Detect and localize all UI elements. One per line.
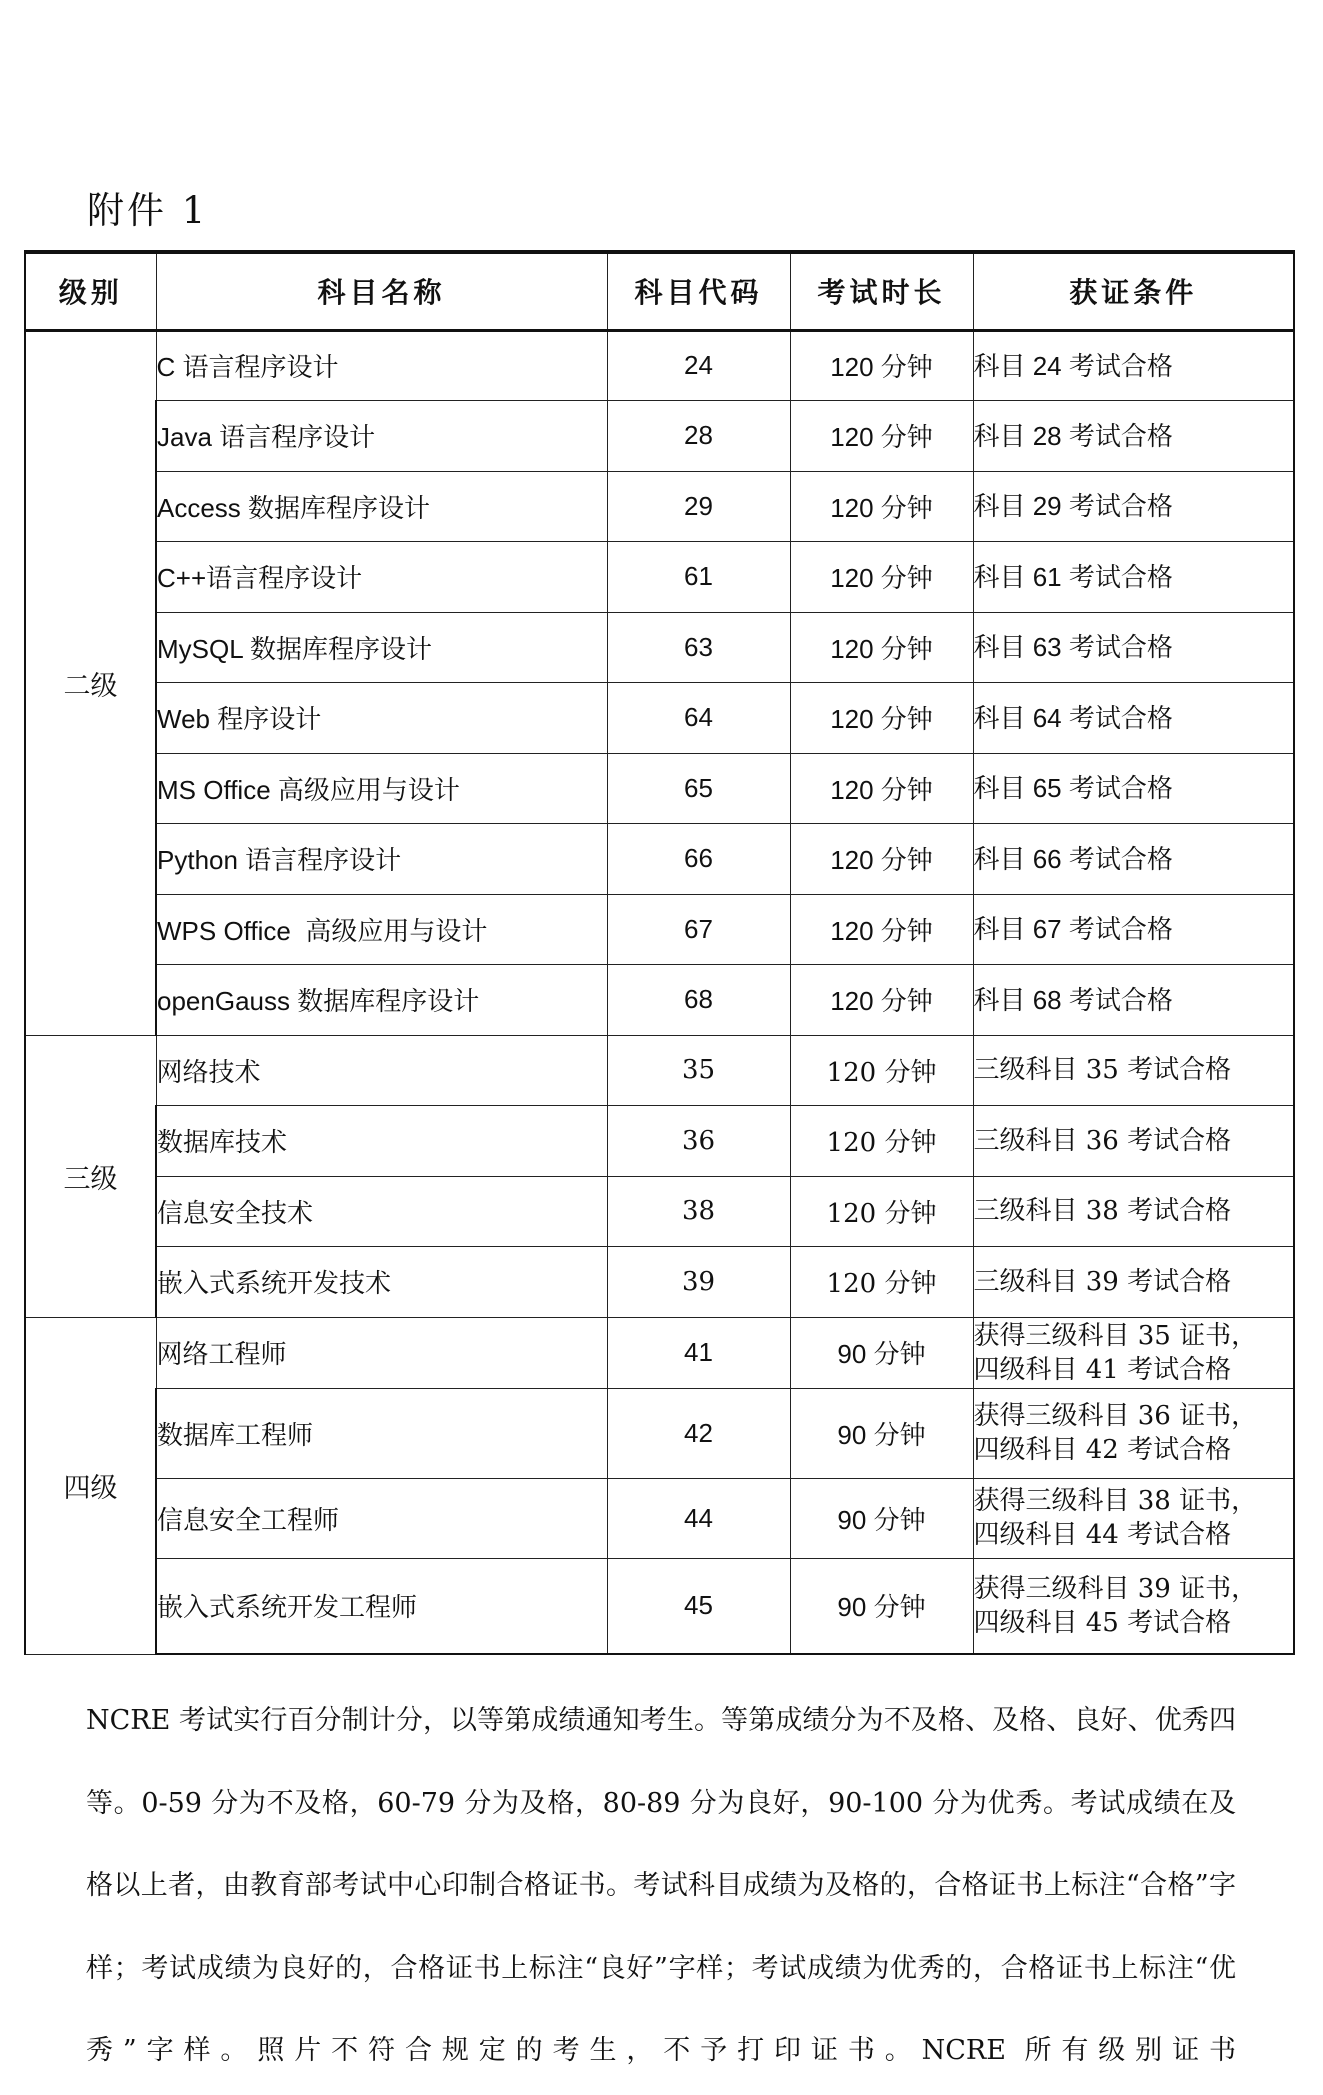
code-cell: 36 [607, 1106, 790, 1177]
condition-cell: 三级科目 38 考试合格 [973, 1176, 1294, 1247]
condition-cell: 三级科目 35 考试合格 [973, 1035, 1294, 1106]
condition-cell: 科目 24 考试合格 [973, 330, 1294, 401]
duration-cell: 120 分钟 [790, 401, 973, 472]
subject-cell: MySQL 数据库程序设计 [156, 612, 607, 683]
table-row [25, 1317, 1294, 1388]
table-row [25, 612, 1294, 683]
table-row [25, 753, 1294, 824]
table-row [25, 542, 1294, 613]
duration-cell: 120 分钟 [790, 824, 973, 895]
code-cell: 29 [607, 471, 790, 542]
condition-line: 获得三级科目 38 证书， [973, 1486, 1258, 1516]
code-cell: 24 [607, 330, 790, 401]
subject-cell: openGauss 数据库程序设计 [156, 965, 607, 1036]
table-row [25, 965, 1294, 1036]
condition-line: 四级科目 45 考试合格 [973, 1607, 1232, 1638]
subject-cell: 数据库技术 [156, 1106, 607, 1177]
header-level: 级别 [25, 252, 156, 330]
duration-cell: 120 分钟 [790, 612, 973, 683]
attachment-label: 附件 1 [87, 189, 209, 232]
duration-cell: 120 分钟 [790, 1035, 973, 1106]
condition-cell: 科目 28 考试合格 [973, 401, 1294, 472]
duration-cell: 120 分钟 [790, 1176, 973, 1247]
duration-cell: 90 分钟 [790, 1388, 973, 1478]
table-row [25, 824, 1294, 895]
code-cell: 67 [607, 894, 790, 965]
table-header-row [25, 252, 1294, 330]
duration-cell: 120 分钟 [790, 894, 973, 965]
condition-cell: 科目 66 考试合格 [973, 824, 1294, 895]
condition-cell: 科目 29 考试合格 [973, 471, 1294, 542]
code-cell: 35 [607, 1035, 790, 1106]
condition-line: 获得三级科目 36 证书， [973, 1401, 1258, 1431]
condition-cell: 科目 63 考试合格 [973, 612, 1294, 683]
table-row [25, 1035, 1294, 1106]
condition-cell [973, 1317, 1294, 1388]
table-row [25, 1388, 1294, 1478]
subject-cell: 数据库工程师 [156, 1388, 607, 1478]
subject-cell: 网络工程师 [156, 1317, 607, 1388]
header-condition: 获证条件 [973, 252, 1294, 330]
grading-note-paragraph: NCRE 考试实行百分制计分，以等第成绩通知考生。等第成绩分为不及格、及格、良好、优秀四等。0-59 分为不及格，60-79 分为及格，80-89 分为良好，90-100 分为优秀。考试成绩在及格以上者，由教育部考试中心印制合格证书。考试科目成绩为及格的，合格证书上标注“合格”字样；考试成绩为良好的，合格证书上标注“良好”字样；考试成绩为优秀的，合格证书上标注“优秀”字样。照片不符合规定的考生，不予打印证书。NCRE 所有级别证书 [86, 1705, 1236, 2066]
duration-cell: 120 分钟 [790, 683, 973, 754]
subject-cell: Java 语言程序设计 [156, 401, 607, 472]
header-subject: 科目名称 [156, 252, 607, 330]
table-row [25, 330, 1294, 401]
code-cell: 65 [607, 753, 790, 824]
code-cell: 45 [607, 1558, 790, 1654]
condition-line: 获得三级科目 35 证书， [973, 1320, 1258, 1351]
code-cell: 38 [607, 1176, 790, 1247]
condition-cell: 科目 64 考试合格 [973, 683, 1294, 754]
duration-cell: 120 分钟 [790, 542, 973, 613]
table-row [25, 1106, 1294, 1177]
condition-line: 四级科目 44 考试合格 [973, 1520, 1232, 1550]
subject-cell: 网络技术 [156, 1035, 607, 1106]
code-cell: 41 [607, 1317, 790, 1388]
subject-cell: WPS Office 高级应用与设计 [156, 894, 607, 965]
code-cell: 64 [607, 683, 790, 754]
condition-line: 四级科目 41 考试合格 [973, 1354, 1232, 1385]
level-cell: 四级 [25, 1317, 156, 1654]
table-row [25, 1176, 1294, 1247]
subject-cell: 嵌入式系统开发工程师 [156, 1558, 607, 1654]
subject-cell: 信息安全工程师 [156, 1478, 607, 1558]
duration-cell: 90 分钟 [790, 1558, 973, 1654]
table-row [25, 894, 1294, 965]
duration-cell: 120 分钟 [790, 753, 973, 824]
duration-cell: 120 分钟 [790, 330, 973, 401]
subject-cell: C++语言程序设计 [156, 542, 607, 613]
condition-cell: 科目 67 考试合格 [973, 894, 1294, 965]
condition-cell [973, 1558, 1294, 1654]
condition-cell [973, 1388, 1294, 1478]
duration-cell: 120 分钟 [790, 1106, 973, 1177]
table-row [25, 1247, 1294, 1318]
subject-cell: 信息安全技术 [156, 1176, 607, 1247]
code-cell: 44 [607, 1478, 790, 1558]
table-row [25, 1558, 1294, 1654]
subject-cell: Python 语言程序设计 [156, 824, 607, 895]
condition-line: 四级科目 42 考试合格 [973, 1435, 1232, 1465]
exam-subjects-table [24, 250, 1295, 1655]
subject-cell: MS Office 高级应用与设计 [156, 753, 607, 824]
code-cell: 61 [607, 542, 790, 613]
subject-cell: Access 数据库程序设计 [156, 471, 607, 542]
subject-cell: Web 程序设计 [156, 683, 607, 754]
table-row [25, 683, 1294, 754]
duration-cell: 120 分钟 [790, 965, 973, 1036]
duration-cell: 120 分钟 [790, 471, 973, 542]
header-duration: 考试时长 [790, 252, 973, 330]
code-cell: 42 [607, 1388, 790, 1478]
subject-cell: C 语言程序设计 [156, 330, 607, 401]
level-cell: 三级 [25, 1035, 156, 1317]
duration-cell: 90 分钟 [790, 1317, 973, 1388]
code-cell: 39 [607, 1247, 790, 1318]
condition-line: 获得三级科目 39 证书， [973, 1573, 1258, 1604]
condition-cell: 科目 68 考试合格 [973, 965, 1294, 1036]
code-cell: 68 [607, 965, 790, 1036]
table-row [25, 401, 1294, 472]
code-cell: 28 [607, 401, 790, 472]
duration-cell: 90 分钟 [790, 1478, 973, 1558]
code-cell: 63 [607, 612, 790, 683]
condition-cell: 科目 61 考试合格 [973, 542, 1294, 613]
condition-cell: 三级科目 39 考试合格 [973, 1247, 1294, 1318]
subject-cell: 嵌入式系统开发技术 [156, 1247, 607, 1318]
duration-cell: 120 分钟 [790, 1247, 973, 1318]
header-code: 科目代码 [607, 252, 790, 330]
condition-cell [973, 1478, 1294, 1558]
table-row [25, 471, 1294, 542]
level-cell: 二级 [25, 330, 156, 1035]
condition-cell: 三级科目 36 考试合格 [973, 1106, 1294, 1177]
table-row [25, 1478, 1294, 1558]
condition-cell: 科目 65 考试合格 [973, 753, 1294, 824]
code-cell: 66 [607, 824, 790, 895]
